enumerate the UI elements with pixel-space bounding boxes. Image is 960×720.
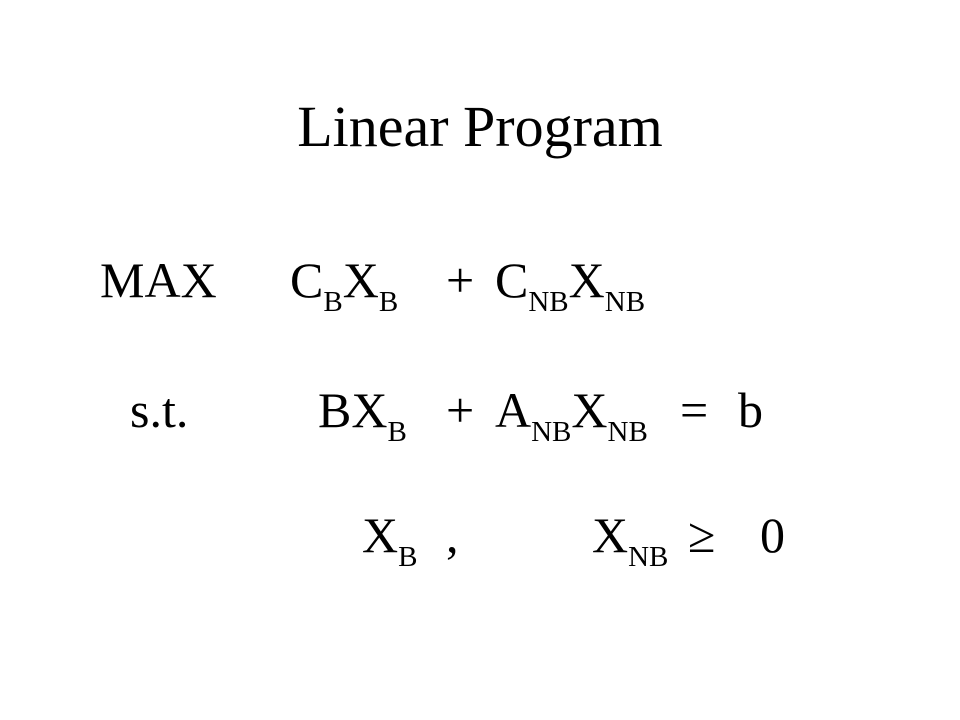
symbol-a: A	[495, 382, 532, 438]
symbol-x: X	[342, 252, 379, 308]
symbol-x: X	[592, 507, 629, 563]
nonneg-zero: 0	[760, 507, 785, 563]
constraint-term-bxb	[318, 380, 407, 448]
slide-title: Linear Program	[297, 94, 663, 159]
subscript-nb: NB	[628, 541, 669, 573]
symbol-b-matrix: B	[318, 382, 352, 438]
nonneg-geq: ≥	[688, 507, 716, 563]
objective-plus: +	[446, 252, 475, 308]
nonneg-xb	[362, 505, 418, 573]
symbol-x: X	[362, 507, 399, 563]
symbol-x: X	[568, 252, 605, 308]
constraint-plus: +	[446, 382, 475, 438]
objective-term-cnbxnb	[495, 250, 646, 318]
symbol-c: C	[495, 252, 529, 308]
nonneg-comma: ,	[446, 507, 459, 563]
subscript-b: B	[387, 416, 407, 448]
subscript-b: B	[378, 286, 399, 318]
subscript-b: B	[398, 541, 418, 573]
subscript-nb: NB	[528, 286, 569, 318]
subscript-b: B	[323, 286, 343, 318]
symbol-c: C	[290, 252, 324, 308]
symbol-x: X	[571, 382, 608, 438]
constraint-label: s.t.	[130, 382, 189, 438]
constraint-rhs: b	[738, 382, 763, 438]
subscript-nb: NB	[531, 416, 572, 448]
subscript-nb: NB	[607, 416, 648, 448]
objective-label: MAX	[100, 252, 217, 308]
nonneg-xnb	[592, 505, 669, 573]
subscript-nb: NB	[604, 286, 646, 318]
constraint-term-anbxnb	[495, 380, 648, 448]
symbol-x: X	[351, 382, 388, 438]
constraint-equals: =	[680, 382, 709, 438]
objective-term-cbxb	[290, 250, 399, 318]
